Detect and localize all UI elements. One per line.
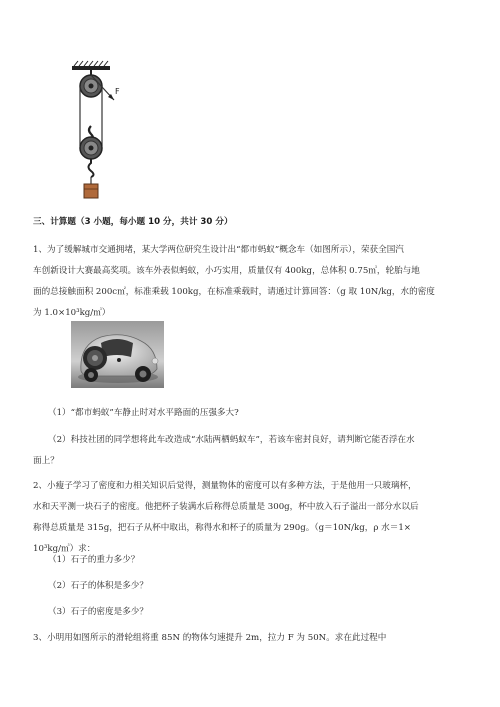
q1-sub-question-1: （1）“都市蚂蚁”车静止时对水平路面的压强多大?: [48, 408, 239, 418]
fixed-pulley: [80, 75, 102, 97]
ant-car-photo: [71, 321, 164, 388]
q2-sub-question-2: （2）石子的体积是多少？: [48, 581, 148, 591]
q2-sub-question-1: （1）石子的重力多少？: [48, 555, 140, 565]
q1-line: 为 1.0×10³kg/㎥）: [33, 308, 111, 318]
q2-line: 2、小瘦子学习了密度和力相关知识后觉得，测量物体的密度可以有多种方法，于是他用一只玻璃杯，: [33, 481, 417, 491]
weight-block: [84, 184, 98, 198]
movable-pulley: [80, 137, 102, 159]
ceiling-bar: [72, 66, 110, 70]
q1-line: 面的总接触面积 200c㎡，标准乘载 100kg，在标准乘载时，请通过计算回答：（g 取 10N/kg，水的密度: [33, 287, 435, 297]
q2-line: 10³kg/㎥）求：: [33, 544, 96, 554]
section-heading: 三、计算题（3 小题，每小题 10 分，共计 30 分）: [33, 217, 233, 227]
question-2-text: [33, 476, 471, 560]
q1-sub-question-2-cont: 面上？: [33, 456, 59, 466]
q1-sub-question-2: （2）科技社团的同学想将此车改造成“水陆两栖蚂蚁车”，若该车密封良好，请判断它能否浮在水: [48, 435, 415, 445]
q2-line: 称得总质量是 315g，把石子从杯中取出，称得水和杯子的质量为 290g。（g＝10N/kg，ρ 水＝1×: [33, 523, 411, 533]
q2-line: 水和天平测一块石子的密度。他把杯子装满水后称得总质量是 300g，杯中放入石子溢出一部分水以后: [33, 502, 419, 512]
question-1-text: [33, 240, 471, 324]
q1-line: 车创新设计大赛最高奖项。该车外表似蚂蚁，小巧实用，质量仅有 400kg，总体积 0.75㎥，轮胎与地: [33, 266, 420, 276]
force-label: F: [115, 87, 120, 96]
question-3-text: 3、小明用如图所示的滑轮组将重 85N 的物体匀速提升 2m，拉力 F 为 50N。求在此过程中: [33, 633, 387, 643]
pulley-system-figure: [62, 58, 132, 204]
q1-line: 1、为了缓解城市交通拥堵，某大学两位研究生设计出“都市蚂蚁”概念车（如图所示），荣获全国汽: [33, 245, 404, 255]
q2-sub-question-3: （3）石子的密度是多少？: [48, 607, 148, 617]
